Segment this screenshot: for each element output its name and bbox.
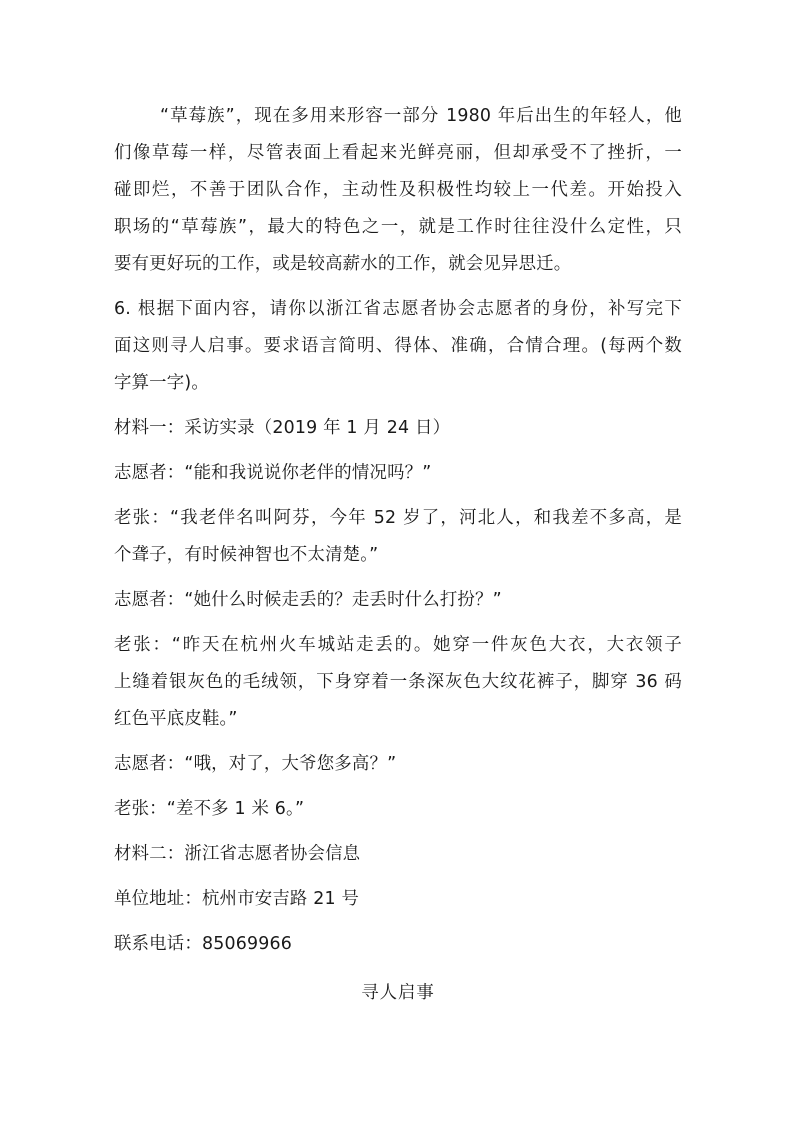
paragraph-strawberry-generation <box>114 98 682 283</box>
paragraph-line: 们像草莓一样，尽管表面上看起来光鲜亮丽，但却承受不了挫折，一 <box>114 143 682 163</box>
material-1-heading: 材料一：采访实录（2019 年 1 月 24 日） <box>114 418 451 438</box>
document-content <box>114 98 682 1012</box>
dialogue-line: 上缝着银灰色的毛绒领，下身穿着一条深灰色大纹花裤子，脚穿 36 码 <box>114 672 682 692</box>
question-line: 字算一字)。 <box>114 373 209 393</box>
dialogue-volunteer-3 <box>114 746 682 783</box>
notice-title: 寻人启事 <box>361 983 435 1003</box>
dialogue-volunteer-2 <box>114 582 682 619</box>
dialogue-line: 老张：“昨天在杭州火车城站走丢的。她穿一件灰色大衣，大衣领子 <box>114 635 682 655</box>
paragraph-line: 要有更好玩的工作，或是较高薪水的工作，就会见异思迁。 <box>114 254 572 274</box>
material-2-heading: 材料二：浙江省志愿者协会信息 <box>114 844 361 864</box>
question-line: 面这则寻人启事。要求语言简明、得体、准确，合情合理。(每两个数 <box>114 336 682 356</box>
dialogue-volunteer-1 <box>114 455 682 492</box>
question-6 <box>114 291 682 402</box>
dialogue-line: 志愿者：“哦，对了，大爷您多高？” <box>114 754 397 774</box>
material-1 <box>114 410 682 447</box>
paragraph-line: 职场的“草莓族”，最大的特色之一，就是工作时往往没什么定性，只 <box>114 217 682 237</box>
material-2 <box>114 836 682 963</box>
dialogue-line: 老张：“差不多 1 米 6。” <box>114 799 305 819</box>
dialogue-zhang-1 <box>114 500 682 574</box>
paragraph-line: 碰即烂，不善于团队合作，主动性及积极性均较上一代差。开始投入 <box>114 180 682 200</box>
paragraph-line: “草莓族”，现在多用来形容一部分 1980 年后出生的年轻人，他 <box>160 106 682 126</box>
dialogue-line: 志愿者：“能和我说说你老伴的情况吗？” <box>114 463 432 483</box>
dialogue-line: 志愿者：“她什么时候走丢的？走丢时什么打扮？” <box>114 590 502 610</box>
address-line: 单位地址：杭州市安吉路 21 号 <box>114 889 360 909</box>
dialogue-zhang-3 <box>114 791 682 828</box>
dialogue-zhang-2 <box>114 627 682 738</box>
phone-line: 联系电话：85069966 <box>114 934 293 954</box>
dialogue-line: 老张：“我老伴名叫阿芬，今年 52 岁了，河北人，和我差不多高，是 <box>114 508 682 528</box>
question-line: 6. 根据下面内容，请你以浙江省志愿者协会志愿者的身份，补写完下 <box>114 299 682 319</box>
dialogue-line: 红色平底皮鞋。” <box>114 709 238 729</box>
dialogue-line: 个聋子，有时候神智也不太清楚。” <box>114 545 379 565</box>
